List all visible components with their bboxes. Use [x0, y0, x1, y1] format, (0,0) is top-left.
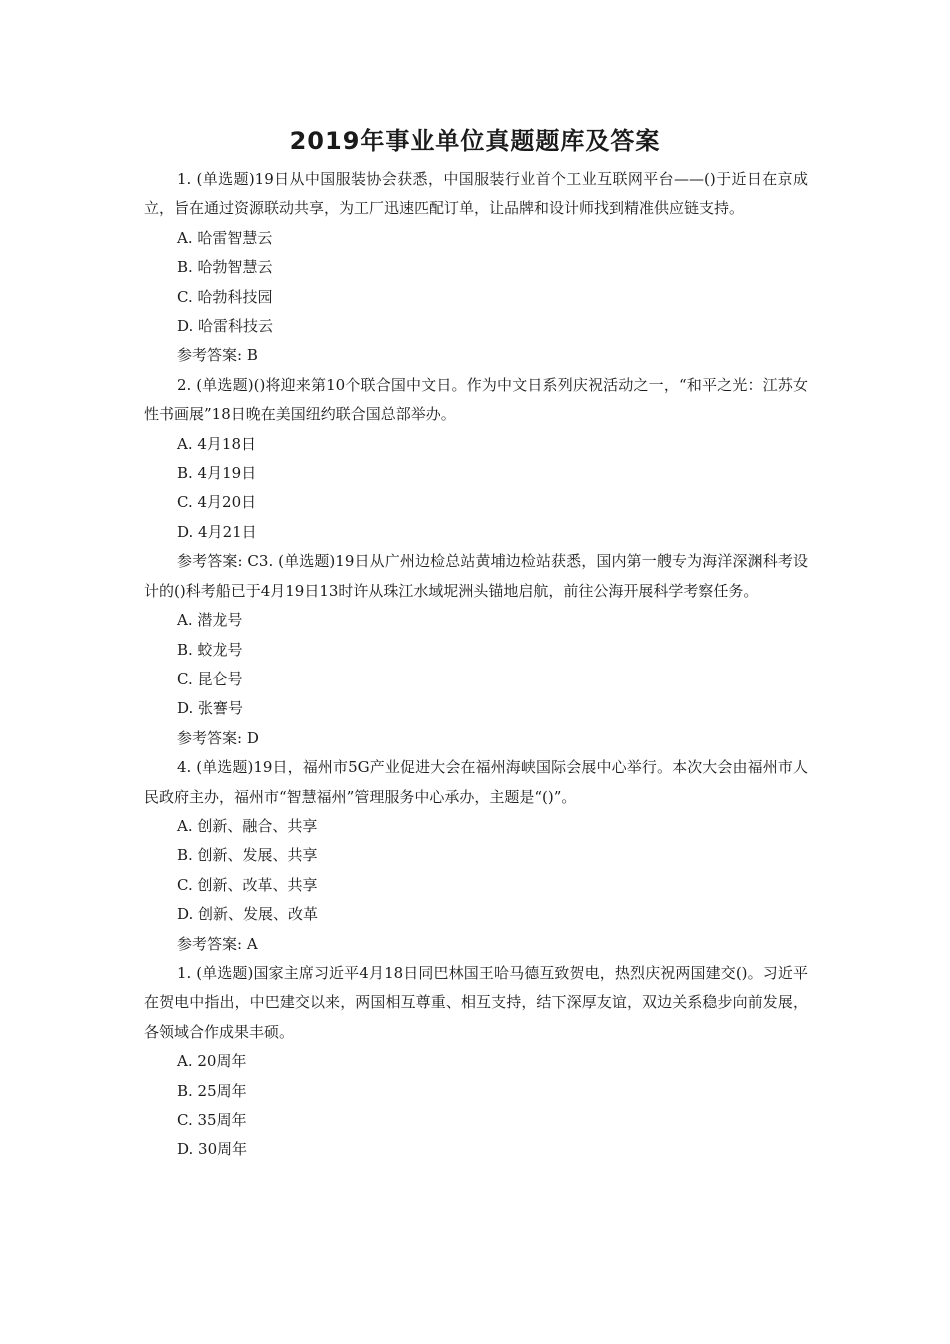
question-block [144, 753, 808, 959]
option-c: C. 35周年 [177, 1111, 247, 1129]
option-d: D. 张謇号 [177, 699, 244, 718]
option-a: A. 创新、融合、共享 [177, 816, 318, 835]
option-d: D. 创新、发展、改革 [177, 905, 319, 924]
option-c: C. 创新、改革、共享 [177, 875, 318, 894]
option-d: D. 哈雷科技云 [177, 317, 274, 336]
answer-line: 参考答案: A [177, 934, 258, 953]
question-stem: 4. (单选题)19日，福州市5G产业促进大会在福州海峡国际会展中心举行。本次大会由福州市人民政府主办，福州市“智慧福州”管理服务中心承办，主题是“()”。 [144, 758, 808, 806]
option-a: A. 哈雷智慧云 [177, 228, 273, 247]
option-b: B. 哈勃智慧云 [177, 258, 273, 277]
option-b: B. 25周年 [177, 1081, 247, 1100]
question-stem: 1. (单选题)19日从中国服装协会获悉，中国服装行业首个工业互联网平台——()于近日在京成立，旨在通过资源联动共享，为工厂迅速匹配订单，让品牌和设计师找到精准供应链支持。 [144, 170, 808, 218]
question-block [144, 547, 808, 753]
option-c: C. 4月20日 [177, 493, 257, 512]
option-a: A. 潜龙号 [177, 611, 243, 630]
option-d: D. 4月21日 [177, 522, 257, 541]
option-d: D. 30周年 [177, 1140, 248, 1159]
option-b: B. 蛟龙号 [177, 640, 243, 659]
question-block [144, 165, 808, 371]
question-block [144, 959, 808, 1165]
option-c: C. 哈勃科技园 [177, 287, 273, 306]
document-title: 2019年事业单位真题题库及答案 [289, 127, 661, 155]
option-a: A. 4月18日 [177, 434, 256, 453]
answer-line: 参考答案: B [177, 346, 258, 365]
option-b: B. 创新、发展、共享 [177, 846, 318, 865]
option-b: B. 4月19日 [177, 464, 257, 483]
option-c: C. 昆仑号 [177, 669, 243, 688]
question-block [144, 371, 808, 547]
answer-line: 参考答案: D [177, 728, 259, 747]
question-stem: 1. (单选题)国家主席习近平4月18日同巴林国王哈马德互致贺电，热烈庆祝两国建交()。习近平在贺电中指出，中巴建交以来，两国相互尊重、相互支持，结下深厚友谊，双边关系稳步向前发展，各领域合作成果丰硕。 [144, 963, 808, 1041]
option-a: A. 20周年 [177, 1052, 247, 1071]
question-stem: 2. (单选题)()将迎来第10个联合国中文日。作为中文日系列庆祝活动之一，“和平之光：江苏女性书画展”18日晚在美国纽约联合国总部举办。 [144, 375, 808, 424]
question-stem: 参考答案: C3. (单选题)19日从广州边检总站黄埔边检站获悉，国内第一艘专为海洋深渊科考设计的()科考船已于4月19日13时许从珠江水域坭洲头锚地启航，前往公海开展科学考察任务。 [144, 552, 808, 600]
document-body [144, 165, 808, 1165]
